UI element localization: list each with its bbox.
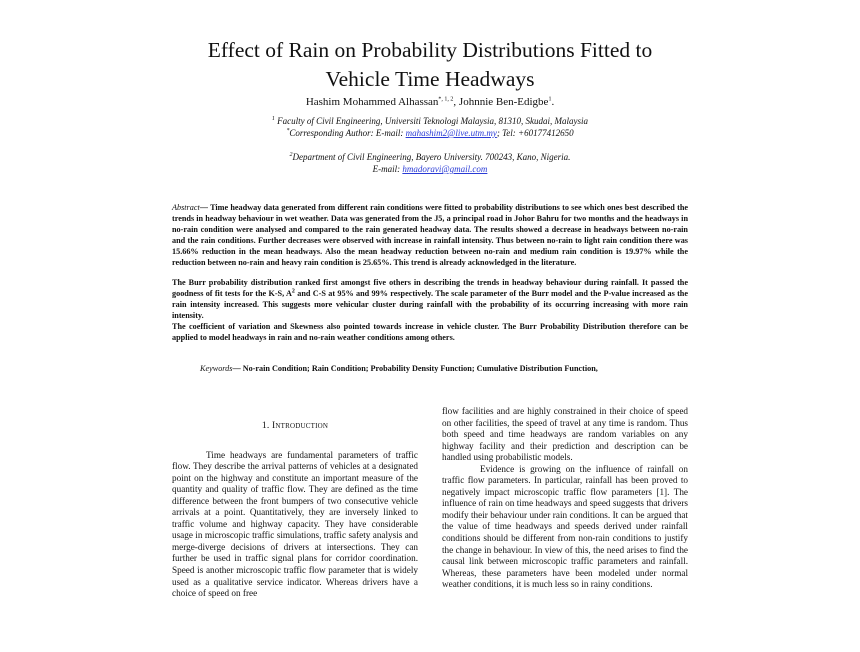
affiliation-1-sup: 1 (271, 116, 275, 122)
abstract-text-1: Time headway data generated from different rain conditions were fitted to probability distributions to see which ones best described the trends in headway behaviour in wet weather. Data was generated from the J5, a principal road in Johor Bahru for two months and the headways in no-rain condition were analysed and compared to the rain generated headway data. The results showed a decrease in headways between no-rain and the rain conditions. Further decreases were observed with increase in rainfall intensity. Thus between no-rain to light rain condition there was 15.66% reduction in the mean headways. Also the mean headway reduction between no-rain and medium rain condition is 19.97% while the reduction between no-rain and heavy rain condition is 25.65%. This trend is already acknowledged in the literature. (172, 203, 689, 267)
corresponding-sup: * (286, 128, 290, 134)
abstract-paragraph-3: The coefficient of variation and Skewness also pointed towards increase in vehicle cluster. The Burr Probability Distribution therefore can be applied to model headways in rain and no-rain weather conditions among others. (172, 322, 688, 342)
abstract-sup: 2 (291, 288, 295, 295)
abstract-gap (172, 268, 688, 278)
section-heading-introduction: 1. Introduction (261, 420, 329, 431)
author-2-sup: 1 (548, 96, 552, 103)
author-end: . (551, 96, 555, 108)
left-column (172, 420, 418, 600)
author-separator: , Johnnie Ben-Edigbe (453, 96, 549, 108)
corresponding-prefix: Corresponding Author: E-mail: (289, 128, 406, 138)
abstract-text-2b: and C-S at 95% and 99% respectively. The scale parameter of the Burr model and the P-value increased as the rain intensity increased. This suggests more vehicular cluster during rainfall with the probability of its occurring increasing with more rain intensity. (172, 289, 688, 321)
affiliation-2-text: Department of Civil Engineering, Bayero University. 700243, Kano, Nigeria. (292, 152, 571, 162)
title-line-1: Effect of Rain on Probability Distributions Fitted to (207, 38, 653, 62)
keywords-label: Keywords (200, 364, 233, 373)
keywords (200, 364, 680, 373)
author-1: Hashim Mohammed Alhassan (305, 96, 439, 108)
email-2-prefix: E-mail: (372, 164, 403, 174)
title-line-2: Vehicle Time Headways (325, 67, 535, 91)
abstract-label: Abstract (172, 203, 200, 212)
keywords-text: No-rain Condition; Rain Condition; Probability Density Function; Cumulative Distribution Function, (242, 364, 598, 373)
affiliation-2 (150, 151, 710, 175)
abstract-paragraph-2 (172, 278, 688, 322)
corresponding-suffix: ; Tel: +60177412650 (496, 128, 574, 138)
intro-paragraph-3: Evidence is growing on the influence of rainfall on traffic flow parameters. In particular, rainfall has been proved to negatively impact microscopic traffic flow parameters [1]. The influence of rain on time headways and speed suggests that drivers modify their behaviour under rain conditions. It can be argued that the value of time headways and speeds derived under rainfall conditions should be different from non-rain conditions to justify the change in behaviour. In view of this, the need arises to find the causal link between microscopic traffic parameters and rainfall. Whereas, these parameters have been modeled under normal weather conditions, it is much less so in rainy conditions. (442, 463, 688, 590)
abstract (172, 203, 688, 344)
author-1-sup: *, 1, 2 (438, 96, 454, 103)
abstract-dash: — (199, 203, 211, 212)
abstract-paragraph-1 (172, 203, 688, 268)
affiliation-1-text: Faculty of Civil Engineering, Universiti Teknologi Malaysia, 81310, Skudai, Malaysia (274, 116, 589, 126)
affiliation-2-sup: 2 (289, 152, 293, 158)
abstract-text-2a: The Burr probability distribution ranked first amongst five others in describing the trends in headway behaviour during rainfall. It passed the goodness of fit tests for the K-S, A (172, 278, 688, 299)
author-line (150, 96, 710, 108)
intro-paragraph-2: flow facilities and are highly constrained in their choice of speed on other facilities, the speed of travel at any time is random. Thus both speed and time headways are random variables on any highway facility and their prediction and description can be handled using probabilistic models. (442, 406, 688, 463)
right-column (442, 406, 688, 591)
corresponding-email-link[interactable]: mahashim2@live.utm.my (405, 128, 497, 138)
affiliation-1 (150, 115, 710, 139)
paper-title (150, 36, 710, 94)
keywords-dash: — (232, 364, 243, 373)
email-2-link[interactable]: hmadoravi@gmail.com (402, 164, 488, 174)
intro-paragraph-1: Time headways are fundamental parameters of traffic flow. They describe the arrival patterns of vehicles at a designated point on the highway and constitute an important measure of the quantity and quality of traffic flow. They are defined as the time difference between the front bumpers of two consecutive vehicle arrivals at a point. Quantitatively, they are inversely linked to traffic volume and highway capacity. They have considerable usage in microscopic traffic simulations, traffic safety analysis and merge-diverge decisions of drivers at intersections. They can further be used in traffic signal plans for corridor coordination. Speed is another microscopic traffic flow parameter that is widely used as a qualitative service indicator. Whereas drivers have a choice of speed on free (172, 449, 418, 599)
